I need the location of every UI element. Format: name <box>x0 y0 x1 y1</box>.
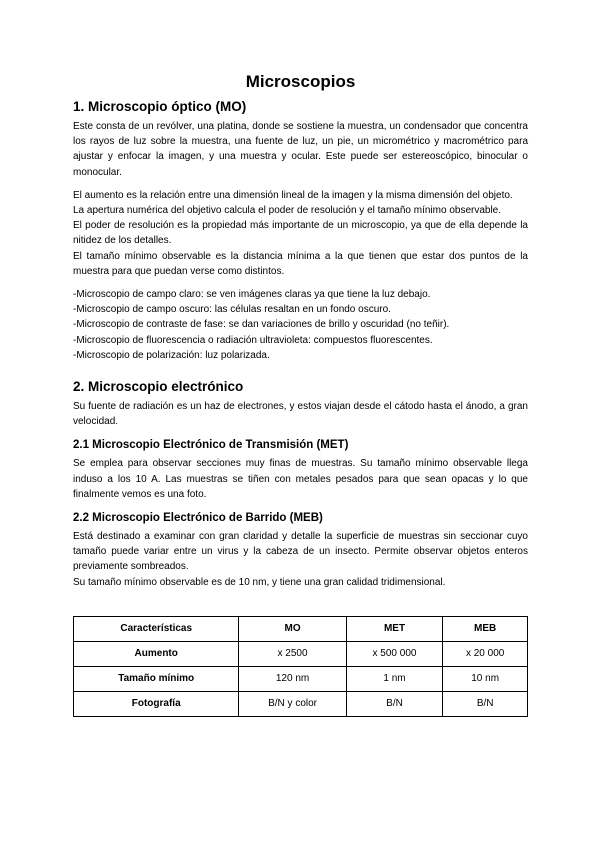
table-cell: 120 nm <box>239 666 346 691</box>
tamano-paragraph: El tamaño mínimo observable es la distancia mínima a la que tienen que estar dos puntos de la muestra para que puedan verse como distintos. <box>73 250 528 277</box>
section-2-1-paragraph: Se emplea para observar secciones muy finas de muestras. Su tamaño mínimo observable llega induso a los 10 A. Las muestras se tiñen con metales pesados para que sean opacas y lo que finalmente vemos es una foto. <box>73 458 528 500</box>
table-row <box>74 641 528 666</box>
section-2-2-paragraph-2: Su tamaño mínimo observable es de 10 nm, y tiene una gran calidad tridimensional. <box>73 576 446 588</box>
table-row-header: Aumento <box>74 641 239 666</box>
aumento-paragraph: El aumento es la relación entre una dimensión lineal de la imagen y la misma dimensión del objeto. <box>73 189 513 201</box>
table-row-header: Fotografía <box>74 691 239 716</box>
table-header-cell: MET <box>346 616 443 641</box>
list-item: -Microscopio de fluorescencia o radiación ultravioleta: compuestos fluorescentes. <box>73 334 433 346</box>
table-row <box>74 691 528 716</box>
list-item: -Microscopio de campo oscuro: las células resaltan en un fondo oscuro. <box>73 304 391 316</box>
section-2-2-heading: 2.2 Microscopio Electrónico de Barrido (MEB) <box>73 512 323 525</box>
document-page <box>73 70 528 717</box>
section-2-2-paragraph: Está destinado a examinar con gran claridad y detalle la superficie de muestras sin seccionar cuyo tamaño puede variar entre un virus y la cabeza de un insecto. Permite observar objetos enteros previamente sombreados. <box>73 531 528 573</box>
table-cell: B/N <box>443 691 528 716</box>
list-item: -Microscopio de contraste de fase: se dan variaciones de brillo y oscuridad (no teñir). <box>73 319 450 331</box>
microscope-types-list <box>73 287 528 363</box>
table-header-cell: MEB <box>443 616 528 641</box>
table-header-cell: MO <box>239 616 346 641</box>
table-cell: x 2500 <box>239 641 346 666</box>
table-cell: 10 nm <box>443 666 528 691</box>
table-header-row <box>74 616 528 641</box>
section-1-heading: 1. Microscopio óptico (MO) <box>73 99 247 114</box>
comparison-table <box>73 616 528 717</box>
list-item: -Microscopio de polarización: luz polarizada. <box>73 349 270 361</box>
section-2-intro: Su fuente de radiación es un haz de electrones, y estos viajan desde el cátodo hasta el ánodo, a gran velocidad. <box>73 401 528 428</box>
section-2-heading: 2. Microscopio electrónico <box>73 379 244 395</box>
table-cell: B/N y color <box>239 691 346 716</box>
table-row-header: Tamaño mínimo <box>74 666 239 691</box>
table-cell: x 500 000 <box>346 641 443 666</box>
table-row <box>74 666 528 691</box>
apertura-paragraph: La apertura numérica del objetivo calcula el poder de resolución y el tamaño mínimo observable. <box>73 205 502 217</box>
table-cell: 1 nm <box>346 666 443 691</box>
table-cell: x 20 000 <box>443 641 528 666</box>
table-header-cell: Características <box>74 616 239 641</box>
section-1-intro: Este consta de un revólver, una platina, donde se sostiene la muestra, un condensador que concentra los rayos de luz sobre la muestra, una fuente de luz, un pie, un micrométrico y macrométrico para ajustar y enfocar la imagen, y una muestra y ocular. Este puede ser estereoscópico, binocular o monocular. <box>73 121 528 178</box>
table-cell: B/N <box>346 691 443 716</box>
resolucion-paragraph: El poder de resolución es la propiedad más importante de un microscopio, ya que de ella depende la nitidez de los detalles. <box>73 220 528 247</box>
page-title: Microscopios <box>245 72 356 91</box>
list-item: -Microscopio de campo claro: se ven imágenes claras ya que tiene la luz debajo. <box>73 289 431 301</box>
section-2-1-heading: 2.1 Microscopio Electrónico de Transmisión (MET) <box>73 439 349 452</box>
